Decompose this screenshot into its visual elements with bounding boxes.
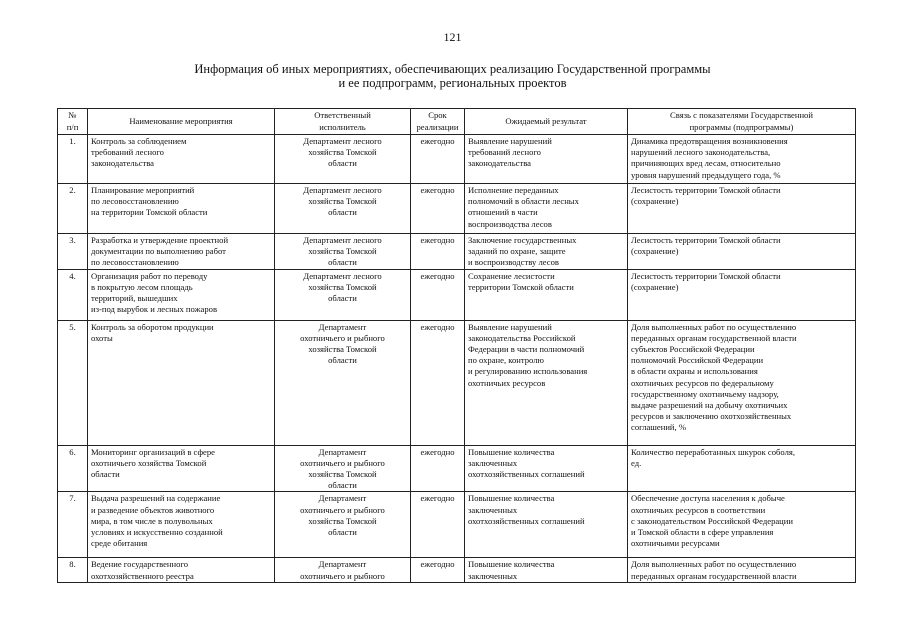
responsible-executor: Департамент лесного хозяйства Томской области bbox=[275, 135, 411, 184]
expected-result: Сохранение лесистости территории Томской области bbox=[465, 269, 628, 320]
implementation-term: ежегодно bbox=[411, 445, 465, 492]
table-row bbox=[58, 135, 856, 184]
measure-name: Планирование мероприятий по лесовосстановлению на территории Томской области bbox=[88, 184, 275, 234]
header-result: Ожидаемый результат bbox=[465, 109, 628, 135]
responsible-executor: Департамент лесного хозяйства Томской области bbox=[275, 184, 411, 234]
indicator-link: Количество переработанных шкурок соболя, ед. bbox=[628, 445, 856, 492]
responsible-executor: Департамент охотничьего и рыбного bbox=[275, 558, 411, 582]
row-number: 4. bbox=[58, 269, 88, 320]
measure-name: Выдача разрешений на содержание и разведение объектов животного мира, в том числе в полувольных условиях и искусственно созданной среде обитания bbox=[88, 492, 275, 558]
implementation-term: ежегодно bbox=[411, 492, 465, 558]
implementation-term: ежегодно bbox=[411, 558, 465, 582]
table-row bbox=[58, 234, 856, 270]
responsible-executor: Департамент лесного хозяйства Томской области bbox=[275, 234, 411, 270]
implementation-term: ежегодно bbox=[411, 135, 465, 184]
responsible-executor: Департамент лесного хозяйства Томской области bbox=[275, 269, 411, 320]
table-row bbox=[58, 558, 856, 582]
row-number: 8. bbox=[58, 558, 88, 582]
row-number: 5. bbox=[58, 320, 88, 445]
indicator-link: Доля выполненных работ по осуществлению переданных органам государственной власти bbox=[628, 558, 856, 582]
implementation-term: ежегодно bbox=[411, 234, 465, 270]
title-line: Информация об иных мероприятиях, обеспечивающих реализацию Государственной программы bbox=[194, 62, 711, 76]
row-number: 6. bbox=[58, 445, 88, 492]
implementation-term: ежегодно bbox=[411, 184, 465, 234]
expected-result: Исполнение переданных полномочий в области лесных отношений в части воспроизводства лесов bbox=[465, 184, 628, 234]
row-number: 3. bbox=[58, 234, 88, 270]
measures-table bbox=[57, 108, 856, 583]
header-executor: Ответственный исполнитель bbox=[275, 109, 411, 135]
indicator-link: Обеспечение доступа населения к добыче охотничьих ресурсов в соответствии с законодательством Российской Федерации и Томской области в сфере управления охотничьими ресурсами bbox=[628, 492, 856, 558]
header-term: Срок реализации bbox=[411, 109, 465, 135]
header-num: № п/п bbox=[58, 109, 88, 135]
table-row bbox=[58, 184, 856, 234]
expected-result: Повышение количества заключенных охотхозяйственных соглашений bbox=[465, 445, 628, 492]
header-name: Наименование мероприятия bbox=[88, 109, 275, 135]
measure-name: Контроль за оборотом продукции охоты bbox=[88, 320, 275, 445]
expected-result: Повышение количества заключенных bbox=[465, 558, 628, 582]
expected-result: Заключение государственных заданий по охране, защите и воспроизводству лесов bbox=[465, 234, 628, 270]
document-title bbox=[0, 62, 905, 90]
measure-name: Контроль за соблюдением требований лесного законодательства bbox=[88, 135, 275, 184]
responsible-executor: Департамент охотничьего и рыбного хозяйства Томской области bbox=[275, 320, 411, 445]
implementation-term: ежегодно bbox=[411, 320, 465, 445]
header-link: Связь с показателями Государственной программы (подпрограммы) bbox=[628, 109, 856, 135]
table-row bbox=[58, 445, 856, 492]
expected-result: Повышение количества заключенных охотхозяйственных соглашений bbox=[465, 492, 628, 558]
expected-result: Выявление нарушений законодательства Российской Федерации в части полномочий по охране, контролю и регулированию использования охотничьих ресурсов bbox=[465, 320, 628, 445]
indicator-link: Лесистость территории Томской области (сохранение) bbox=[628, 234, 856, 270]
row-number: 2. bbox=[58, 184, 88, 234]
indicator-link: Лесистость территории Томской области (сохранение) bbox=[628, 269, 856, 320]
row-number: 7. bbox=[58, 492, 88, 558]
table-row bbox=[58, 269, 856, 320]
indicator-link: Доля выполненных работ по осуществлению переданных органам государственной власти субъектов Российской Федерации полномочий Российской Федерации в области охраны и использования охотничьих ресурсов по федеральному государственному охотничьему надзору, выдаче разрешений на добычу охотничьих ресурсов и заключению охотхозяйственных соглашений, % bbox=[628, 320, 856, 445]
responsible-executor: Департамент охотничьего и рыбного хозяйства Томской области bbox=[275, 445, 411, 492]
responsible-executor: Департамент охотничьего и рыбного хозяйства Томской области bbox=[275, 492, 411, 558]
measure-name: Организация работ по переводу в покрытую лесом площадь территорий, вышедших из-под вырубок и лесных пожаров bbox=[88, 269, 275, 320]
row-number: 1. bbox=[58, 135, 88, 184]
table-row bbox=[58, 320, 856, 445]
indicator-link: Динамика предотвращения возникновения нарушений лесного законодательства, причиняющих вред лесам, относительно уровня нарушений предыдущего года, % bbox=[628, 135, 856, 184]
table-row bbox=[58, 492, 856, 558]
table-header-row bbox=[58, 109, 856, 135]
measure-name: Разработка и утверждение проектной документации по выполнению работ по лесовосстановлению bbox=[88, 234, 275, 270]
measure-name: Мониторинг организаций в сфере охотничьего хозяйства Томской области bbox=[88, 445, 275, 492]
indicator-link: Лесистость территории Томской области (сохранение) bbox=[628, 184, 856, 234]
expected-result: Выявление нарушений требований лесного законодательства bbox=[465, 135, 628, 184]
measure-name: Ведение государственного охотхозяйственного реестра bbox=[88, 558, 275, 582]
title-line: и ее подпрограмм, региональных проектов bbox=[338, 76, 567, 90]
implementation-term: ежегодно bbox=[411, 269, 465, 320]
page-number: 121 bbox=[443, 30, 462, 44]
